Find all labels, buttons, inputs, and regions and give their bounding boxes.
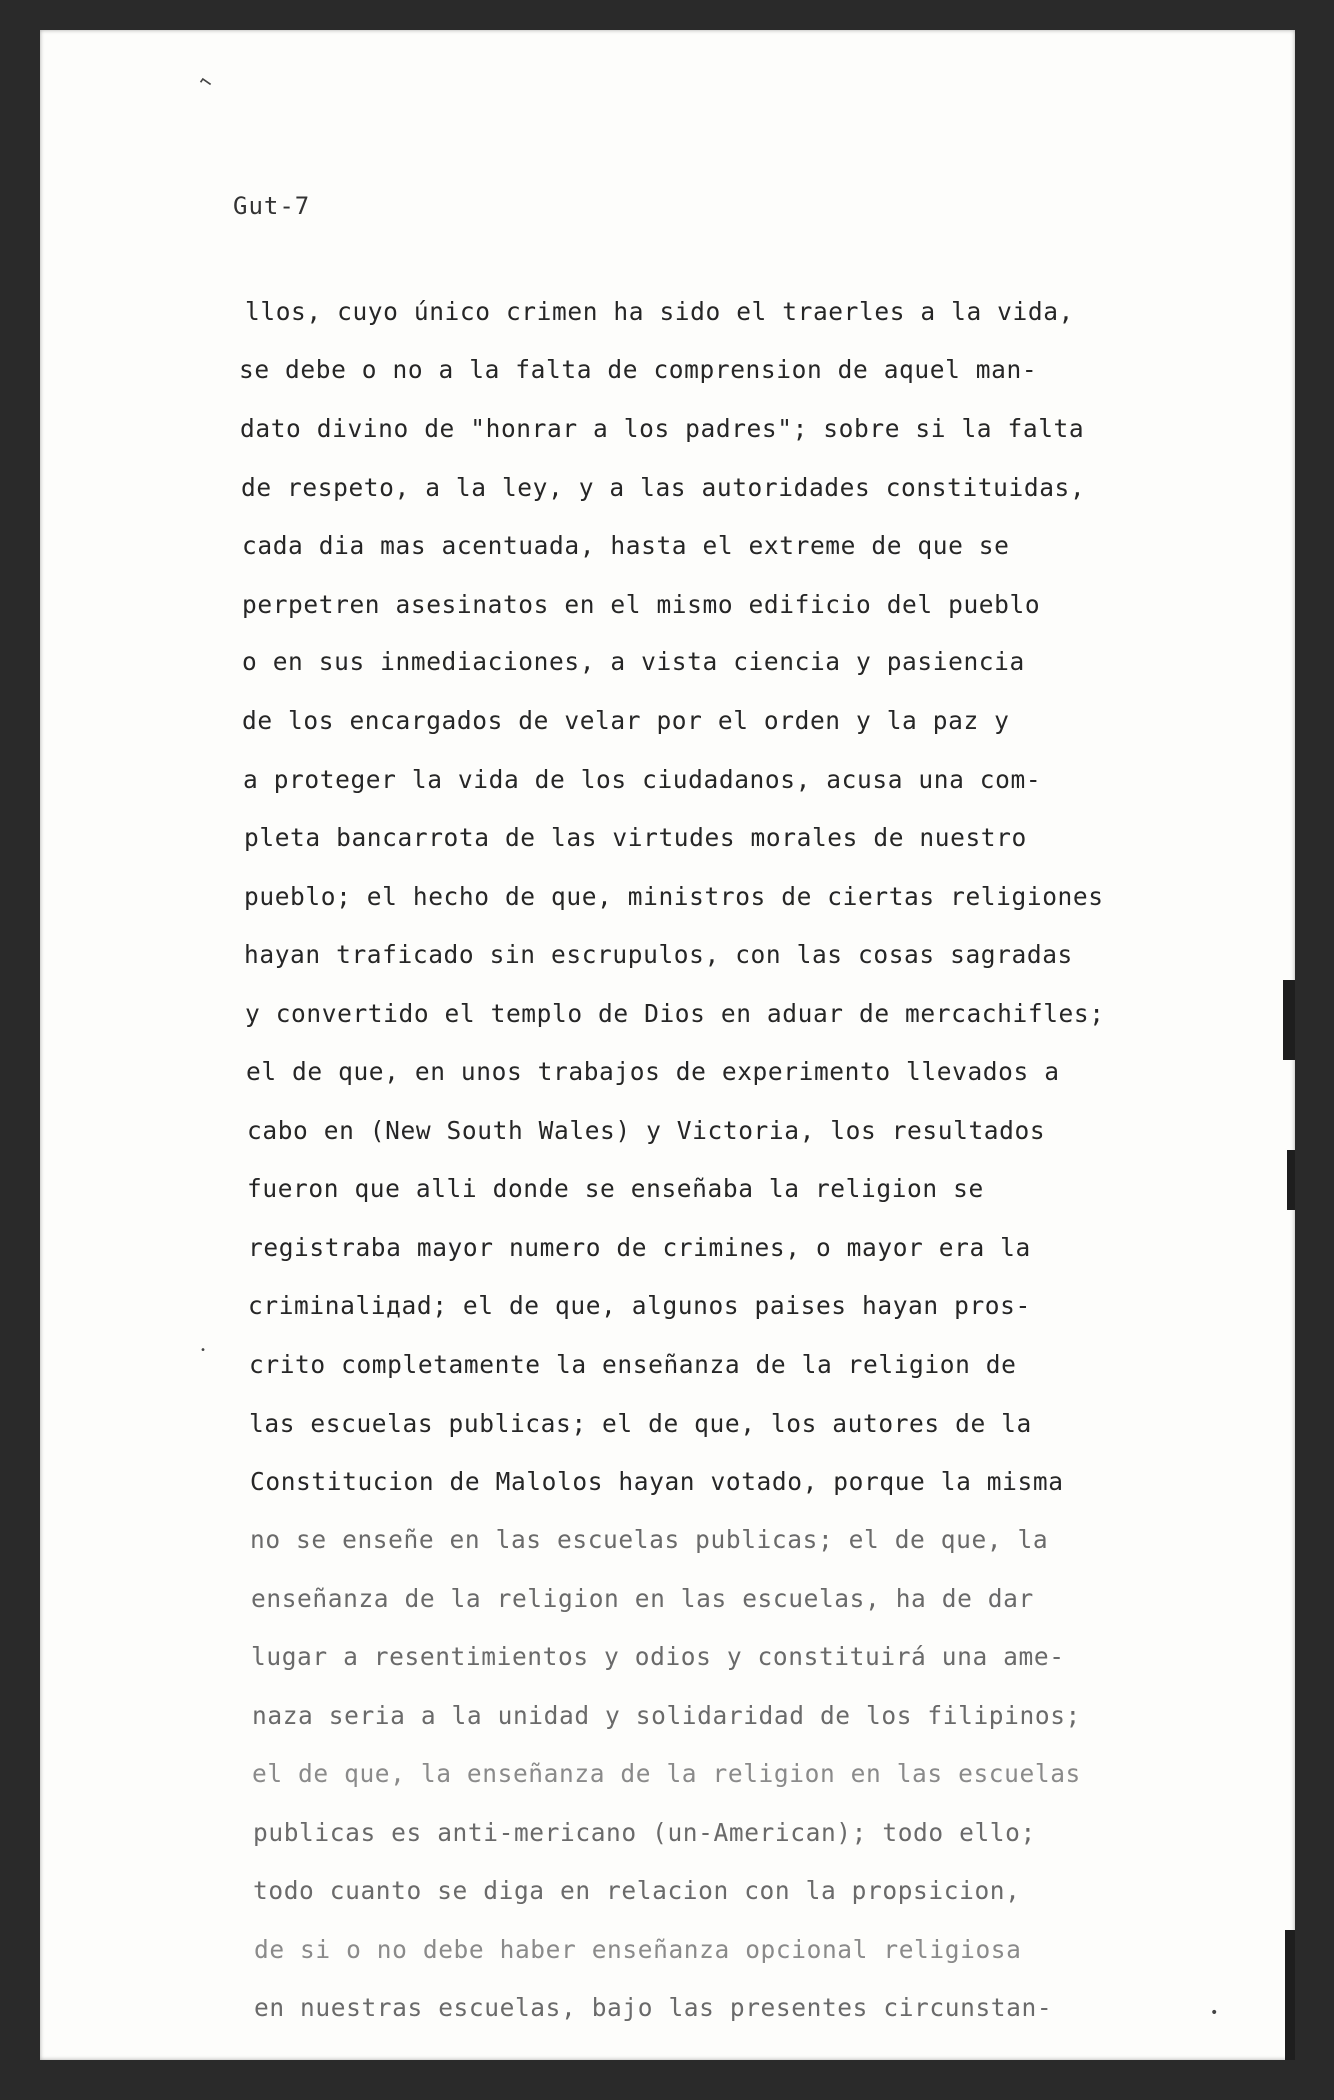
- stray-pen-mark: ⌐: [194, 68, 218, 96]
- text-line: pleta bancarrota de las virtudes morales de nuestro: [244, 823, 1027, 852]
- text-line: a proteger la vida de los ciudadanos, acusa una com-: [243, 765, 1042, 794]
- text-line: las escuelas publicas; el de que, los autores de la: [249, 1409, 1032, 1438]
- text-line: dato divino de "honrar a los padres"; sobre si la falta: [240, 414, 1085, 443]
- page-edge-shadow: [1283, 980, 1295, 1060]
- text-line: todo cuanto se diga en relacion con la propsicion,: [253, 1876, 1021, 1905]
- text-line: crito completamente la enseñanza de la religion de: [249, 1350, 1017, 1379]
- stray-dot-mark: •: [1210, 2005, 1219, 2021]
- text-line: hayan traficado sin escrupulos, con las cosas sagradas: [244, 940, 1073, 969]
- text-line: se debe o no a la falta de comprension de aquel man-: [239, 355, 1038, 384]
- text-line: naza seria a la unidad y solidaridad de los filipinos;: [252, 1701, 1081, 1730]
- text-line: enseñanza de la religion en las escuelas, ha de dar: [251, 1584, 1034, 1613]
- text-line: Constitucion de Malolos hayan votado, porque la misma: [250, 1467, 1064, 1496]
- text-line: cabo en (New South Wales) y Victoria, los resultados: [247, 1116, 1046, 1145]
- text-line: el de que, en unos trabajos de experimento llevados a: [246, 1057, 1060, 1086]
- text-line: no se enseñe en las escuelas publicas; el de que, la: [250, 1525, 1049, 1554]
- text-line: cada dia mas acentuada, hasta el extreme de que se: [242, 531, 1010, 560]
- stray-dot-mark: •: [200, 1345, 207, 1356]
- text-line: en nuestras escuelas, bajo las presentes circunstan-: [254, 1993, 1053, 2022]
- text-line: y convertido el templo de Dios en aduar de mercachifles;: [245, 999, 1105, 1028]
- page-edge-shadow: [1287, 1150, 1295, 1210]
- text-line: de respeto, a la ley, y a las autoridades constituidas,: [241, 473, 1086, 502]
- text-line: pueblo; el hecho de que, ministros de ciertas religiones: [244, 882, 1104, 911]
- text-line: registraba mayor numero de crimines, o mayor era la: [248, 1233, 1031, 1262]
- page-edge-shadow: [1285, 1930, 1295, 2060]
- text-line: o en sus inmediaciones, a vista ciencia y pasiencia: [242, 647, 1025, 676]
- text-line: fueron que alli donde se enseñaba la religion se: [247, 1174, 984, 1203]
- text-line: de si o no debe haber enseñanza opcional religiosa: [254, 1935, 1022, 1964]
- text-line: lugar a resentimientos y odios y constituirá una ame-: [251, 1642, 1065, 1671]
- text-line: llos, cuyo único crimen ha sido el traerles a la vida,: [245, 297, 1074, 326]
- document-page: [40, 30, 1295, 2060]
- page-header-code: Gut-7: [233, 192, 311, 220]
- text-line: el de que, la enseñanza de la religion en las escuelas: [252, 1759, 1081, 1788]
- text-line: perpetren asesinatos en el mismo edificio del pueblo: [242, 590, 1041, 619]
- text-line: publicas es anti-mericano (un-American); todo ello;: [253, 1818, 1036, 1847]
- text-line: de los encargados de velar por el orden y la paz y: [242, 706, 1010, 735]
- text-line: criminaliдad; el de que, algunos paises hayan pros-: [248, 1291, 1031, 1320]
